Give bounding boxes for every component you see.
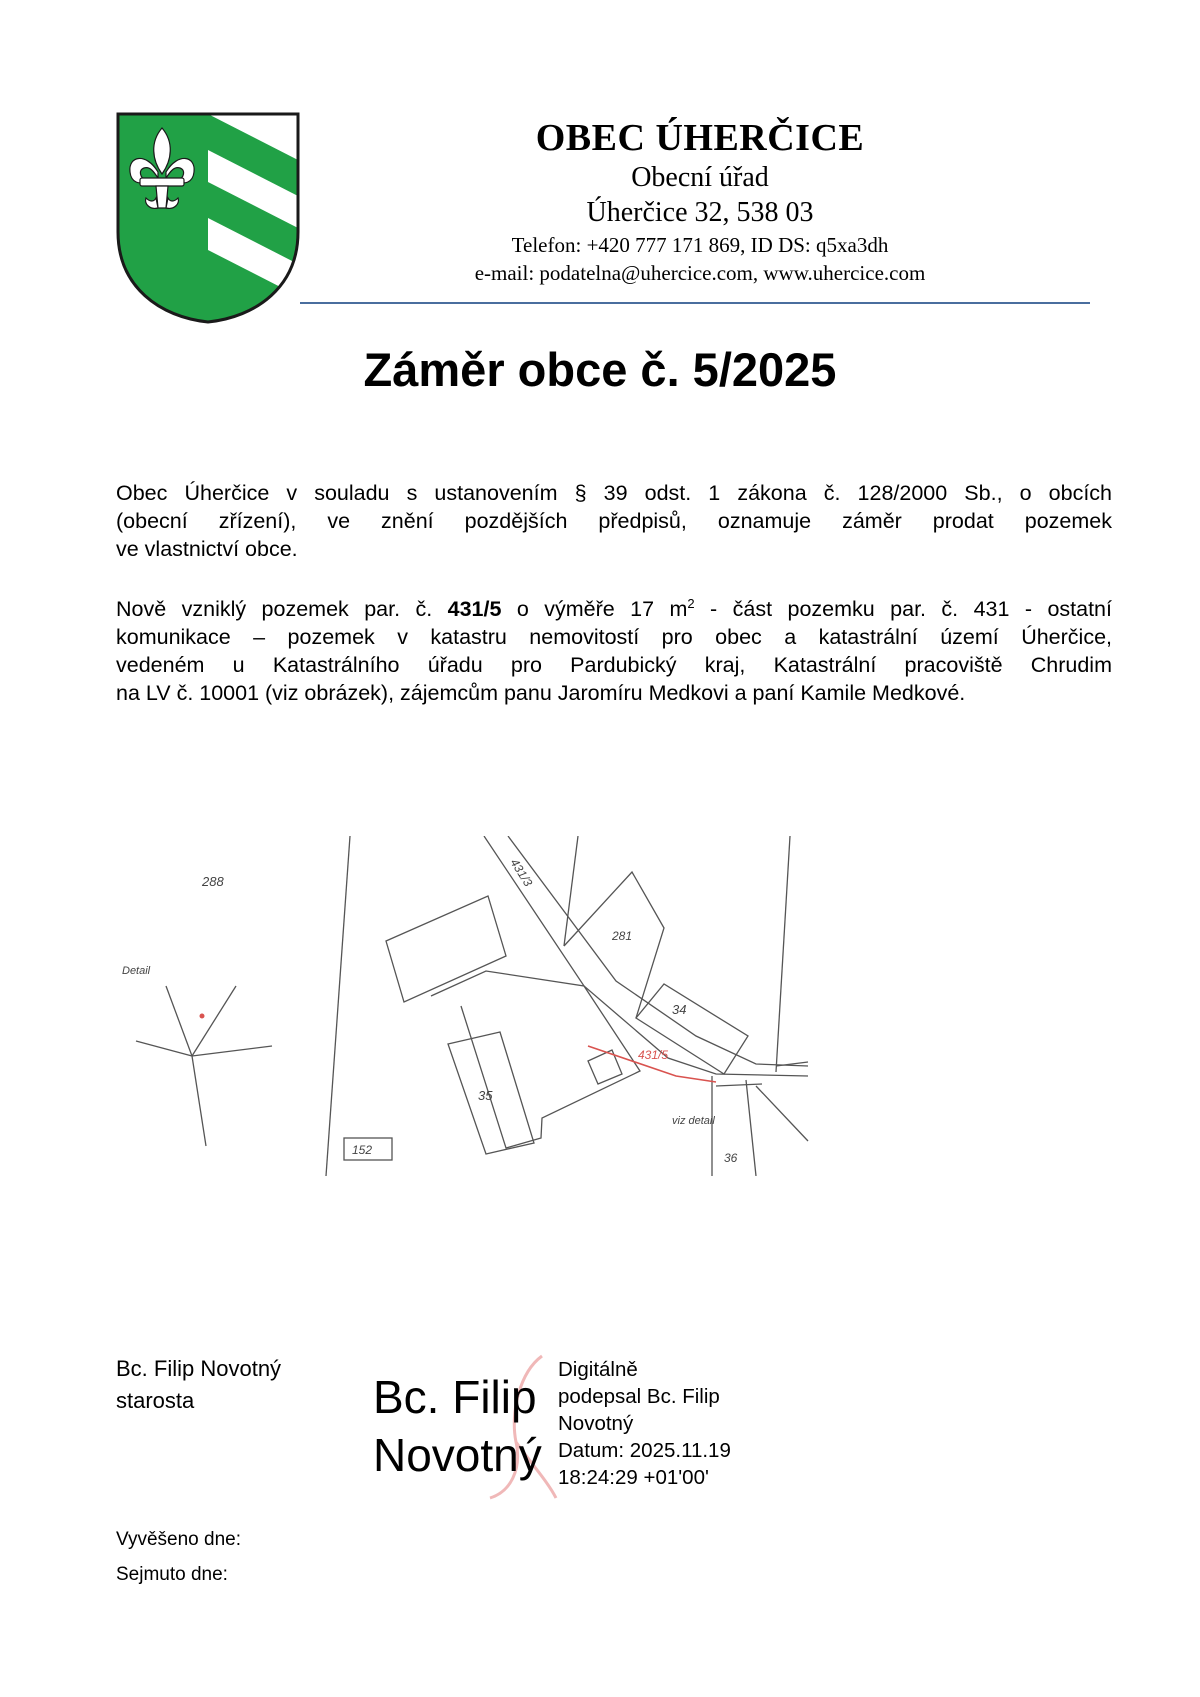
road-label: 431/3 xyxy=(507,856,536,890)
document-title: Záměr obce č. 5/2025 xyxy=(363,343,837,396)
municipality-name: OBEC ÚHERČICE xyxy=(535,117,865,159)
map-line xyxy=(326,836,350,1176)
signer-block xyxy=(116,1353,281,1417)
parcel-label: 152 xyxy=(352,1143,373,1157)
paragraph-line: na LV č. 10001 (viz obrázek), zájemcům panu Jaromíru Medkovi a paní Kamile Medkové. xyxy=(116,681,966,706)
paragraph-line: (obecní zřízení), ve znění pozdějších předpisů, oznamuje záměr prodat pozemek xyxy=(116,509,1112,533)
parcel-boundary xyxy=(431,971,640,1148)
parcel-label: 288 xyxy=(202,874,224,889)
map-line xyxy=(564,836,578,946)
parcel-label: 281 xyxy=(612,929,633,943)
posted-date-label: Vyvěšeno dne: xyxy=(116,1529,241,1550)
paragraph-line: vedeném u Katastrálního úřadu pro Pardubický kraj, Katastrální pracoviště Chrudim xyxy=(116,653,1112,678)
header-divider xyxy=(300,302,1090,304)
paragraph-line: komunikace – pozemek v katastru nemovitostí pro obec a katastrální území Úherčice, xyxy=(116,625,1112,650)
map-line xyxy=(192,1046,272,1056)
map-line xyxy=(136,1041,192,1056)
paragraph-line xyxy=(116,590,1112,623)
map-line xyxy=(192,1056,206,1146)
signature-time-line: 18:24:29 +01'00' xyxy=(558,1466,709,1489)
digital-signature-info xyxy=(558,1356,731,1491)
signer-role: starosta xyxy=(116,1388,195,1413)
map-line xyxy=(166,986,192,1056)
signature-name-line: Novotný xyxy=(373,1429,542,1481)
road-edge xyxy=(484,836,808,1076)
office-name: Obecní úřad xyxy=(631,162,769,193)
parcel-label: 35 xyxy=(478,1088,493,1103)
parcel-paragraph xyxy=(116,590,1112,707)
parcel-number: 431/5 xyxy=(447,597,502,622)
signature-name-line: Bc. Filip xyxy=(373,1371,537,1423)
email-web-line: e-mail: podatelna@uhercice.com, www.uhercice.com xyxy=(474,261,926,285)
map-line xyxy=(776,836,790,1072)
building-outline xyxy=(386,896,506,1002)
parcel-label: 34 xyxy=(672,1002,687,1017)
detail-reference: viz detail xyxy=(672,1115,715,1127)
signer-name: Bc. Filip Novotný xyxy=(116,1356,282,1381)
office-address: Úherčice 32, 538 03 xyxy=(586,197,814,228)
map-line xyxy=(192,986,236,1056)
text-segment: - část pozemku par. č. 431 - ostatní xyxy=(694,597,1112,622)
digital-signature-name xyxy=(373,1368,542,1484)
area-unit-superscript: 2 xyxy=(687,596,695,611)
municipal-coat-of-arms xyxy=(116,112,300,324)
map-line xyxy=(756,1086,808,1141)
text-segment: o výměře 17 m xyxy=(501,597,688,622)
map-line xyxy=(746,1080,756,1176)
contact-line: Telefon: +420 777 171 869, ID DS: q5xa3dh xyxy=(511,233,889,257)
signature-info-line: podepsal Bc. Filip xyxy=(558,1385,720,1408)
paragraph-line: ve vlastnictví obce. xyxy=(116,537,298,561)
signature-date-line: Datum: 2025.11.19 xyxy=(558,1439,731,1462)
removed-date-label: Sejmuto dne: xyxy=(116,1564,228,1585)
detail-point xyxy=(200,1014,205,1019)
map-line xyxy=(716,1084,762,1086)
parcel-boundary xyxy=(564,872,664,1018)
detail-label: Detail xyxy=(122,965,151,977)
new-parcel-label: 431/5 xyxy=(638,1048,669,1062)
paragraph-line: Obec Úherčice v souladu s ustanovením § 39 odst. 1 zákona č. 128/2000 Sb., o obcích xyxy=(116,481,1112,505)
posting-dates xyxy=(116,1522,241,1592)
signature-info-line: Novotný xyxy=(558,1412,634,1435)
signature-info-line: Digitálně xyxy=(558,1358,638,1381)
parcel-label: 36 xyxy=(724,1151,738,1165)
text-segment: Nově vzniklý pozemek par. č. xyxy=(116,597,448,622)
cadastral-map xyxy=(116,836,856,1176)
intent-paragraph xyxy=(116,479,1112,563)
